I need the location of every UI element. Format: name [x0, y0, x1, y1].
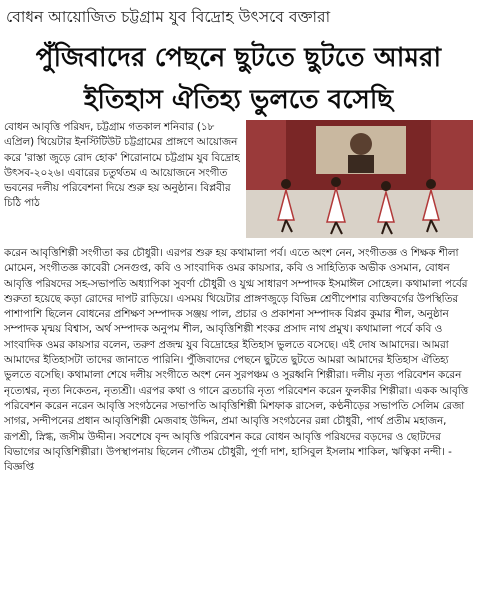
- main-paragraph: করেন আবৃত্তিশিল্পী সংগীতা কর চৌধুরী। এরপর শুরু হয় কথামালা পর্ব। এতে অংশ নেন, সংগীতজ্ঞ ও শিক্ষক শীলা মোমেন, সংগীতজ্ঞ কাবেরী সেনগুপ্ত, কবি ও সাংবাদিক ওমর কায়সার, কবি ও সাহিত্যিক অভীক ওসমান, বোধন আবৃত্তি পরিষদের সহ-সভাপতি অধ্যাপিকা সুবর্ণা চৌধুরী ও যুগ্ম সাধারণ সম্পাদক ইসমাঈল সোহেল। কথামালা পর্বের শুরুতা হয়েছে কড়া রোদের দাপট রাড়িয়ে। এসময় থিয়েটার প্রাঙ্গণজুড়ে বিভিন্ন শ্রেণীপেশার ব্যক্তিবর্গের উপস্থিতির পাশাপাশি ছিলেন বোধনের প্রশিক্ষণ সম্পাদক সঞ্জয় পাল, প্রচার ও প্রকাশনা সম্পাদক বিপ্লব কুমার শীল, অনুষ্ঠান সম্পাদক মৃন্ময় বিশ্বাস, অর্থ সম্পাদক অনুপম শীল, আবৃত্তিশিল্পী শংকর প্রসাদ নাথ প্রমুখ। কথামালা পর্বে কবি ও সাংবাদিক ওমর কায়সার বলেন, তরুণ প্রজন্ম যুব বিদ্রোহের ইতিহাস ভুলতে বসেছে। এই দোষ আমাদের। আমরা আমাদের ইতিহাসটা তাদের জানাতে পারিনি। পুঁজিবাদের পেছনে ছুটতে ছুটতে আমরা আমাদের ইতিহাস ঐতিহ্য ভুলতে বসেছি। কথামালা শেষে দলীয় সংগীতে অংশ নেন সুরপঞ্চম ও সুরধ্বনি শিল্পীরা। দলীয় নৃত্য পরিবেশন করেন নৃত্যেশ্বর, নৃত্য নিকেতন, নৃত্যশ্রী। এরপর কথা ও গানে ব্রতচারি নৃত্য পরিবেশন করেন ফুলকীর শিল্পীরা। একক আবৃত্তি পরিবেশন করেন নরেন আবৃত্তি সংগঠনের সভাপতি আবৃত্তিশিল্পী মিশফাক রাসেল, কণ্ঠনীড়ের সভাপতি সেলিম রেজা সাগর, সন্দীপনের প্রধান আবৃত্তিশিল্পী মেজবাহ উদ্দিন, প্রমা আবৃত্তি সংগঠনের রন্না চৌধুরী, পার্থ প্রতীম মহাজন, রূপশ্রী, স্নিগ্ধ, জসীম উদ্দীন। সবশেষে বৃন্দ আবৃত্তি পরিবেশন করে বোধন আবৃত্তি পরিষদের বড়দের ও ছোটদের বিভাগের আবৃত্তিশিল্পীরা। উপস্থাপনায় ছিলেন গৌতম চৌধুরী, পূর্ণা দাশ, হাসিবুল ইসলাম শাকিল, ঋত্বিকা নন্দী। - বিজ্ঞপ্তি: [4, 247, 469, 474]
- article-kicker: বোধন আয়োজিত চট্টগ্রাম যুব বিদ্রোহ উৎসবে বক্তারা: [6, 8, 331, 26]
- intro-paragraph: বোধন আবৃত্তি পরিষদ, চট্টগ্রাম গতকাল শনিবার (১৮ এপ্রিল) থিয়েটার ইনস্টিটিউট চট্টগ্রামের প্রাঙ্গণে আয়োজন করে 'রাস্তা জুড়ে রোদ হোক' শিরোনামে চট্টগ্রাম যুব বিদ্রোহ উৎসব-২০২৬। এবারের চতুর্থতম এ আয়োজনে সংগীত ভবনের দলীয় পরিবেশনা দিয়ে শুরু হয় অনুষ্ঠান। বিপ্লবীর চিঠি পাঠ: [4, 121, 240, 210]
- headline-line-1: পুঁজিবাদের পেছনে ছুটতে ছুটতে আমরা: [35, 43, 442, 73]
- article-photo: [246, 120, 473, 238]
- headline-line-2: ইতিহাস ঐতিহ্য ভুলতে বসেছি: [83, 85, 394, 115]
- dance-performance-photo-icon: [246, 120, 473, 238]
